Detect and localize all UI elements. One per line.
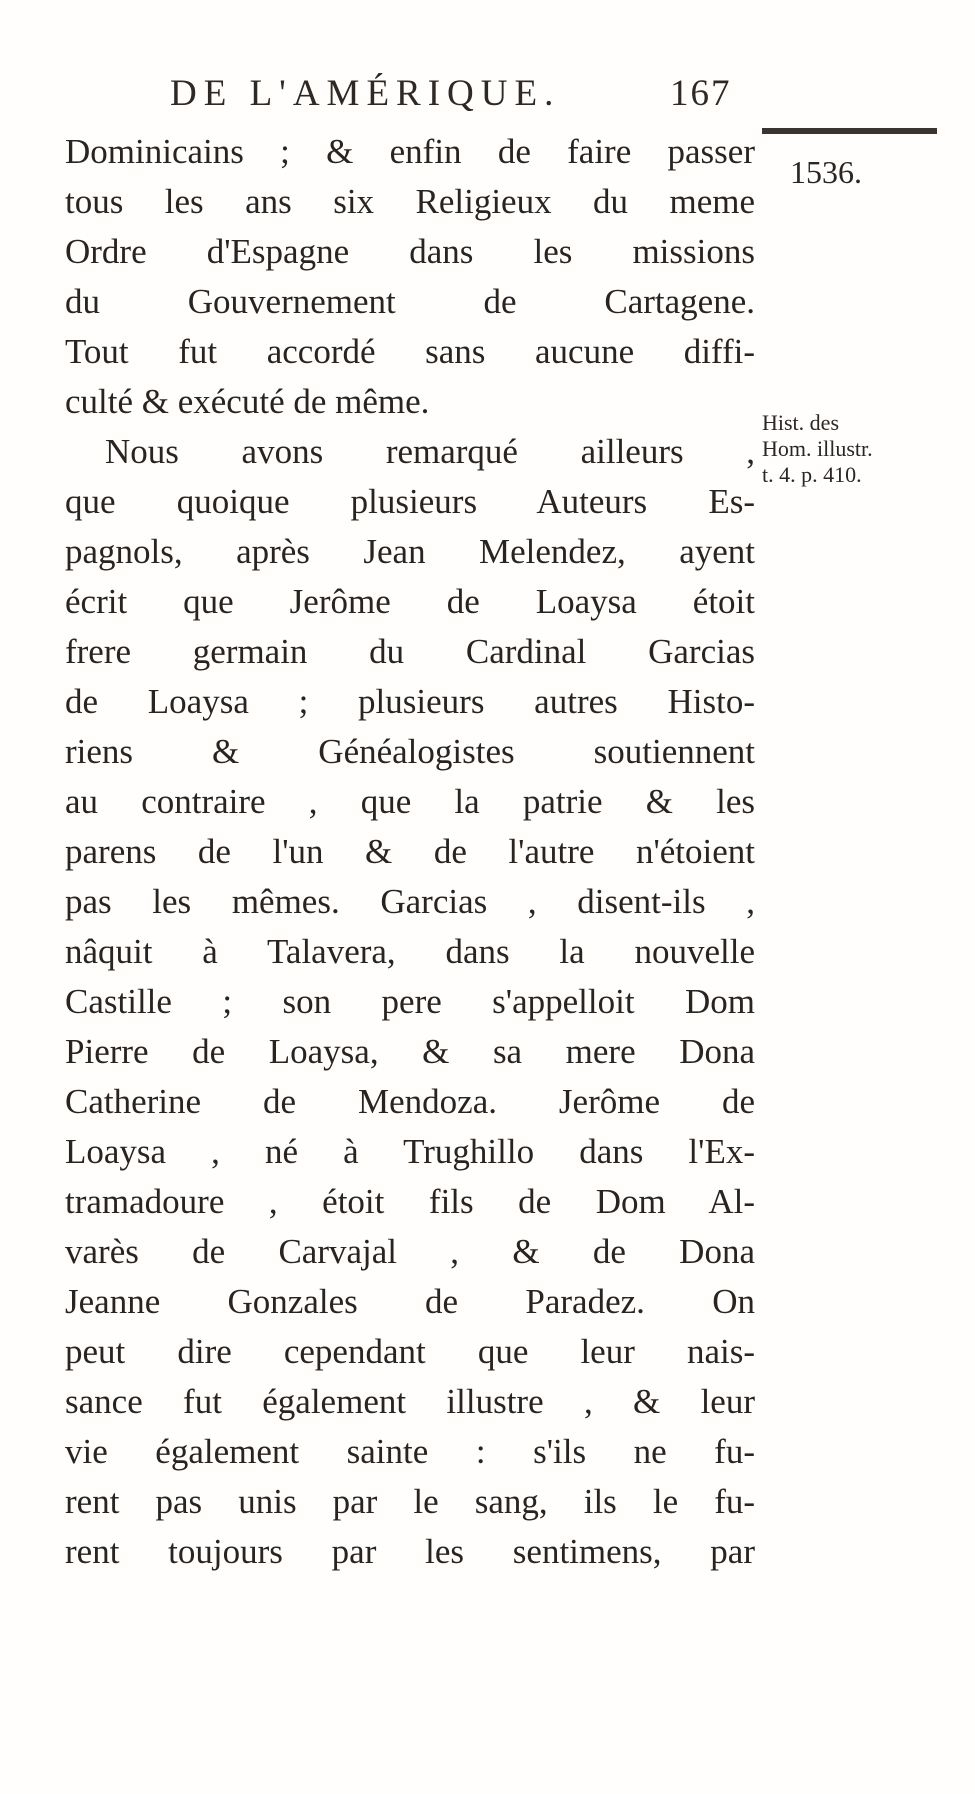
text-line: rent toujours par les sentimens, par xyxy=(65,1532,755,1571)
text-line: Catherine de Mendoza. Jerôme de xyxy=(65,1082,755,1121)
margin-note-line: t. 4. p. 410. xyxy=(762,462,862,487)
text-line: nâquit à Talavera, dans la nouvelle xyxy=(65,932,755,971)
text-line: Dominicains ; & enfin de faire passer xyxy=(65,132,755,171)
text-line: tous les ans six Religieux du meme xyxy=(65,182,755,221)
text-line: rent pas unis par le sang, ils le fu- xyxy=(65,1482,755,1521)
text-line: écrit que Jerôme de Loaysa étoit xyxy=(65,582,755,621)
text-line: peut dire cependant que leur nais- xyxy=(65,1332,755,1371)
text-line: que quoique plusieurs Auteurs Es- xyxy=(65,482,755,521)
text-line: varès de Carvajal , & de Dona xyxy=(65,1232,755,1271)
text-line: frere germain du Cardinal Garcias xyxy=(65,632,755,671)
text-line: de Loaysa ; plusieurs autres Histo- xyxy=(65,682,755,721)
text-line: culté & exécuté de même. xyxy=(65,382,430,421)
text-line: Castille ; son pere s'appelloit Dom xyxy=(65,982,755,1021)
running-head-title: DE L'AMÉRIQUE. xyxy=(170,73,561,114)
text-line: Pierre de Loaysa, & sa mere Dona xyxy=(65,1032,755,1071)
body-text xyxy=(65,127,755,1577)
text-line: Loaysa , né à Trughillo dans l'Ex- xyxy=(65,1132,755,1171)
text-line: pas les mêmes. Garcias , disent-ils , xyxy=(65,882,755,921)
text-line: pagnols, après Jean Melendez, ayent xyxy=(65,532,755,571)
text-line: sance fut également illustre , & leur xyxy=(65,1382,755,1421)
page-number: 167 xyxy=(670,73,732,114)
margin-note xyxy=(762,410,947,488)
text-line: Tout fut accordé sans aucune diffi- xyxy=(65,332,755,371)
margin-rule xyxy=(762,128,937,134)
margin-note-line: Hom. illustr. xyxy=(762,436,873,461)
text-line: vie également sainte : s'ils ne fu- xyxy=(65,1432,755,1471)
text-line: parens de l'un & de l'autre n'étoient xyxy=(65,832,755,871)
text-line: du Gouvernement de Cartagene. xyxy=(65,282,755,321)
text-line: Ordre d'Espagne dans les missions xyxy=(65,232,755,271)
margin-note-line: Hist. des xyxy=(762,410,839,435)
running-head xyxy=(170,70,760,118)
text-line: au contraire , que la patrie & les xyxy=(65,782,755,821)
text-line: Jeanne Gonzales de Paradez. On xyxy=(65,1282,755,1321)
margin-year: 1536. xyxy=(790,154,862,190)
text-line: riens & Généalogistes soutiennent xyxy=(65,732,755,771)
text-line: Nous avons remarqué ailleurs , xyxy=(105,432,755,471)
text-line: tramadoure , étoit fils de Dom Al- xyxy=(65,1182,755,1221)
